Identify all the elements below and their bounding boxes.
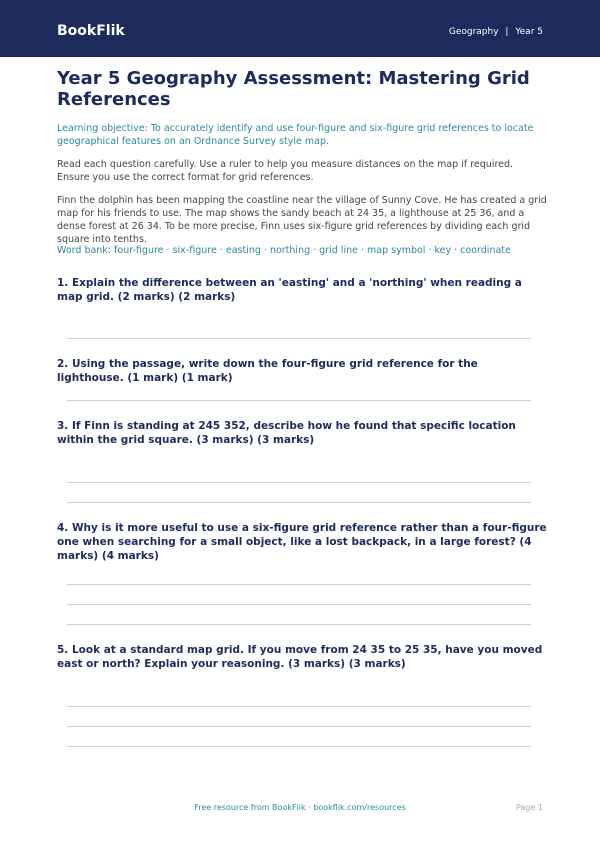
year-label: Year 5: [515, 27, 543, 37]
brand-logo[interactable]: BookFlik: [57, 23, 125, 39]
word-bank: Word bank: four-figure · six-figure · easting · northing · grid line · map symbol · key · coordinate: [57, 245, 511, 256]
page-title: Year 5 Geography Assessment: Mastering Grid References: [57, 68, 530, 110]
answer-line[interactable]: [67, 746, 531, 747]
question-5: 5. Look at a standard map grid. If you move from 24 35 to 25 35, have you moved east or north? Explain your reasoning. (3 marks) (3 marks): [57, 644, 543, 670]
answer-line[interactable]: [67, 338, 531, 339]
question-3: 3. If Finn is standing at 245 352, describe how he found that specific location within the grid square. (3 marks) (3 marks): [57, 420, 516, 446]
answer-line[interactable]: [67, 604, 531, 605]
answer-line[interactable]: [67, 482, 531, 483]
question-2: 2. Using the passage, write down the four-figure grid reference for the lighthouse. (1 mark) (1 mark): [57, 358, 478, 384]
question-4: 4. Why is it more useful to use a six-figure grid reference rather than a four-figure one when searching for a small object, like a lost backpack, in a large forest? (4 marks) (4 marks): [57, 522, 547, 562]
separator: |: [505, 27, 509, 37]
answer-line[interactable]: [67, 624, 531, 625]
answer-line[interactable]: [67, 502, 531, 503]
subject-label: Geography: [448, 27, 499, 37]
answer-line[interactable]: [67, 400, 531, 401]
learning-objective: Learning objective: To accurately identify and use four-figure and six-figure grid references to locate geographical features on an Ordnance Survey style map.: [57, 123, 534, 147]
instructions: Read each question carefully. Use a ruler to help you measure distances on the map if required. Ensure you use the correct format for grid references.: [57, 159, 514, 183]
footer-resource-link[interactable]: Free resource from BookFlik · bookflik.com/resources: [194, 803, 406, 812]
answer-line[interactable]: [67, 584, 531, 585]
passage: Finn the dolphin has been mapping the coastline near the village of Sunny Cove. He has created a grid map for his friends to use. The map shows the sandy beach at 24 35, a lighthouse at 25 36, and a dense forest at 26 34. To be more precise, Finn uses six-figure grid references by dividing each grid square into tenths.: [57, 195, 547, 245]
page-number: Page 1: [516, 803, 543, 812]
question-1: 1. Explain the difference between an 'easting' and a 'northing' when reading a map grid. (2 marks) (2 marks): [57, 277, 522, 303]
answer-line[interactable]: [67, 706, 531, 707]
answer-line[interactable]: [67, 726, 531, 727]
page-header: [0, 0, 600, 57]
header-subject-year: [449, 27, 543, 37]
